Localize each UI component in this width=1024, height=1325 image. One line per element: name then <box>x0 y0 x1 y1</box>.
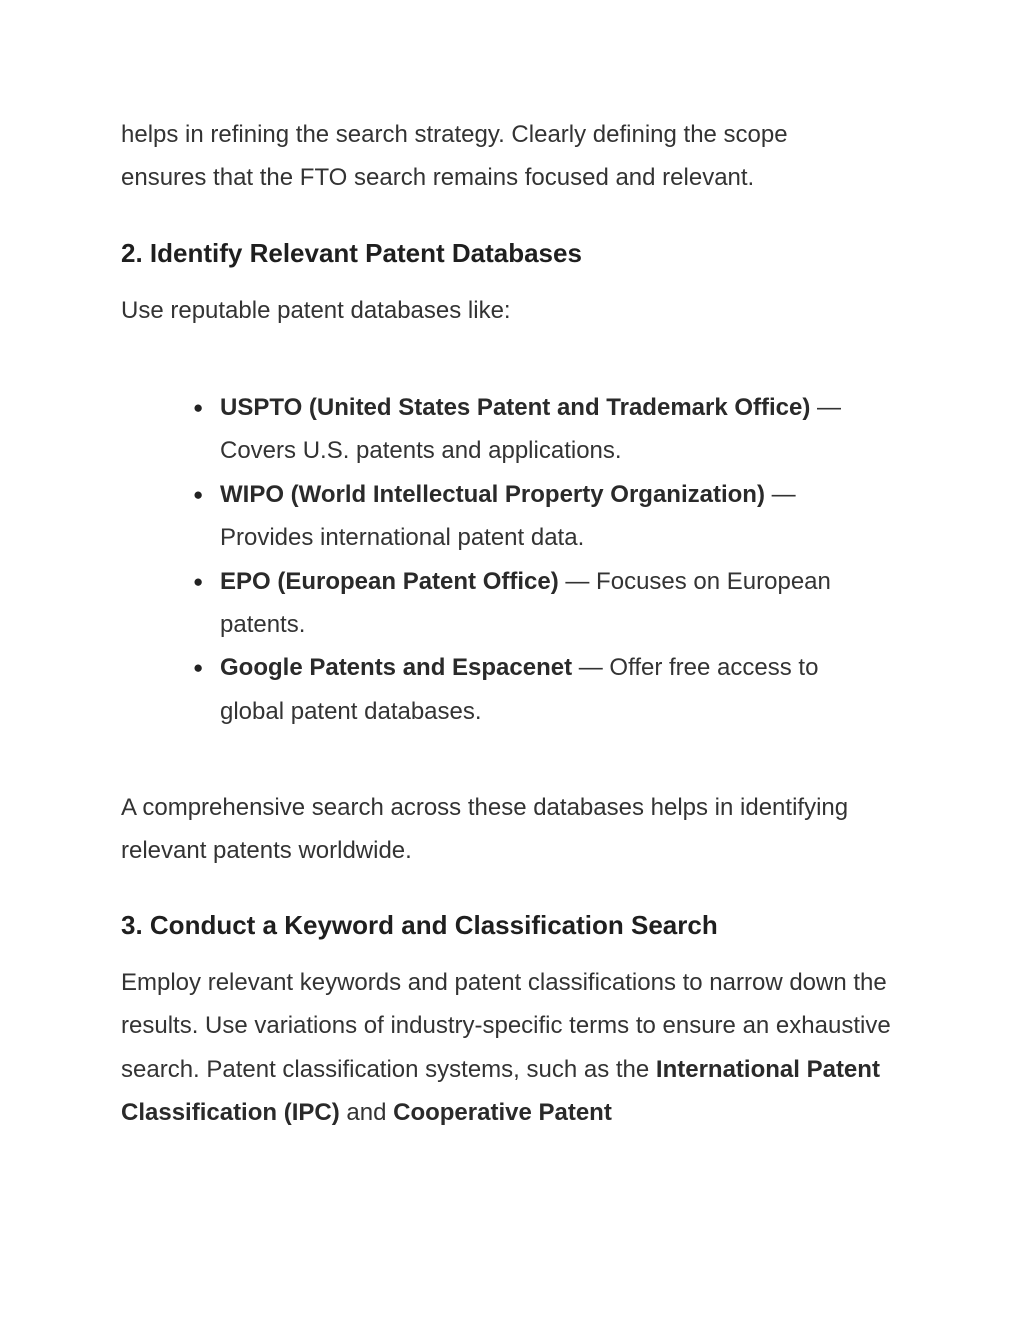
bullet-icon: ● <box>193 658 204 678</box>
database-description: — Offer free access to global patent databases. <box>220 654 819 725</box>
database-description: — Focuses on European patents. <box>220 567 831 639</box>
ipc-term: International Patent Classification (IPC) <box>121 1055 880 1127</box>
connector-text: and <box>339 1099 394 1127</box>
bullet-icon: ● <box>193 398 204 417</box>
database-list <box>0 386 1024 733</box>
database-name: Google Patents and Espacenet <box>220 654 573 682</box>
bullet-icon: ● <box>193 484 204 504</box>
section-3-text: Employ relevant keywords and patent classifications to narrow down the results. Use variations of industry-specific terms to ensure an exhaustive search. Patent classification systems, such as the <box>121 969 891 1083</box>
section-3-body <box>121 961 901 1135</box>
database-name: USPTO (United States Patent and Trademark Office) <box>220 394 811 421</box>
intro-paragraph <box>121 113 901 200</box>
bullet-icon: ● <box>193 571 204 591</box>
intro-line-2: ensures that the FTO search remains focused and relevant. <box>121 164 755 192</box>
list-item-google-patents <box>0 646 880 733</box>
cpc-term: Cooperative Patent <box>393 1099 612 1127</box>
section-2-heading: 2. Identify Relevant Patent Databases <box>121 238 582 268</box>
list-item-uspto <box>0 386 880 473</box>
list-item-epo <box>0 560 880 647</box>
section-3-heading: 3. Conduct a Keyword and Classification Search <box>121 910 718 940</box>
intro-line-1: helps in refining the search strategy. Clearly defining the scope <box>121 121 788 148</box>
list-item-wipo <box>0 473 880 560</box>
database-description: — Covers U.S. patents and applications. <box>220 394 842 465</box>
section-2-summary: A comprehensive search across these databases helps in identifying relevant patents worldwide. <box>121 794 849 865</box>
database-name: EPO (European Patent Office) <box>220 567 559 595</box>
database-description: — Provides international patent data. <box>220 480 796 552</box>
section-2-lead: Use reputable patent databases like: <box>121 297 511 324</box>
database-name: WIPO (World Intellectual Property Organization) <box>220 480 765 508</box>
